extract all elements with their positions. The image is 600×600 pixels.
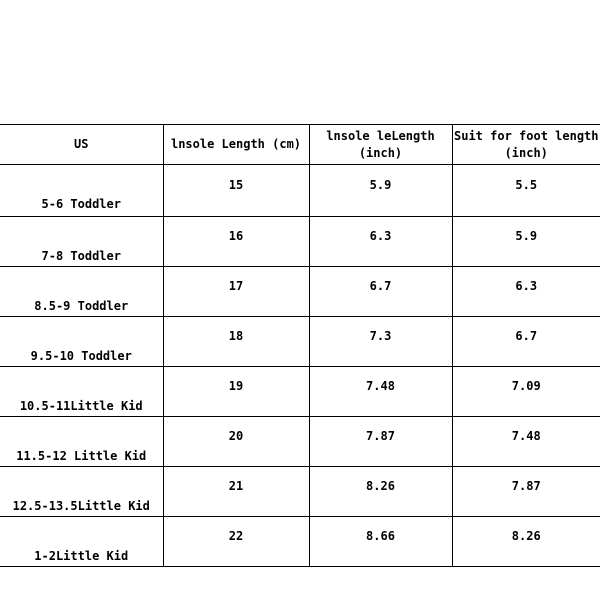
table-row	[0, 165, 600, 217]
us-size-cell: 9.5-10 Toddler	[0, 317, 163, 367]
foot-length-cell: 7.48	[452, 417, 600, 467]
us-size-cell: 12.5-13.5Little Kid	[0, 467, 163, 517]
table-header	[0, 125, 600, 165]
table-row	[0, 467, 600, 517]
table-row	[0, 267, 600, 317]
table-body	[0, 165, 600, 567]
table-row	[0, 517, 600, 567]
us-size-cell: 11.5-12 Little Kid	[0, 417, 163, 467]
us-size-cell: 5-6 Toddler	[0, 165, 163, 217]
insole-cm-cell: 19	[163, 367, 309, 417]
insole-cm-cell: 15	[163, 165, 309, 217]
header-insole-length-cm: lnsole Length (cm)	[163, 125, 309, 165]
insole-inch-cell: 5.9	[309, 165, 452, 217]
insole-inch-cell: 8.66	[309, 517, 452, 567]
us-size-cell: 8.5-9 Toddler	[0, 267, 163, 317]
table-row	[0, 367, 600, 417]
insole-inch-cell: 6.7	[309, 267, 452, 317]
foot-length-cell: 7.09	[452, 367, 600, 417]
table-row	[0, 417, 600, 467]
insole-cm-cell: 21	[163, 467, 309, 517]
foot-length-cell: 8.26	[452, 517, 600, 567]
insole-cm-cell: 16	[163, 217, 309, 267]
insole-inch-cell: 7.87	[309, 417, 452, 467]
header-row	[0, 125, 600, 165]
table-row	[0, 217, 600, 267]
foot-length-cell: 7.87	[452, 467, 600, 517]
foot-length-cell: 6.3	[452, 267, 600, 317]
insole-cm-cell: 18	[163, 317, 309, 367]
foot-length-cell: 6.7	[452, 317, 600, 367]
insole-inch-cell: 8.26	[309, 467, 452, 517]
insole-inch-cell: 7.3	[309, 317, 452, 367]
us-size-cell: 1-2Little Kid	[0, 517, 163, 567]
size-chart-table	[0, 124, 600, 567]
insole-cm-cell: 22	[163, 517, 309, 567]
insole-inch-cell: 6.3	[309, 217, 452, 267]
insole-cm-cell: 20	[163, 417, 309, 467]
foot-length-cell: 5.9	[452, 217, 600, 267]
table-row	[0, 317, 600, 367]
insole-inch-cell: 7.48	[309, 367, 452, 417]
header-insole-length-inch: lnsole leLength (inch)	[309, 125, 452, 165]
header-foot-length-inch: Suit for foot length (inch)	[452, 125, 600, 165]
foot-length-cell: 5.5	[452, 165, 600, 217]
insole-cm-cell: 17	[163, 267, 309, 317]
header-us: US	[0, 125, 163, 165]
us-size-cell: 7-8 Toddler	[0, 217, 163, 267]
us-size-cell: 10.5-11Little Kid	[0, 367, 163, 417]
